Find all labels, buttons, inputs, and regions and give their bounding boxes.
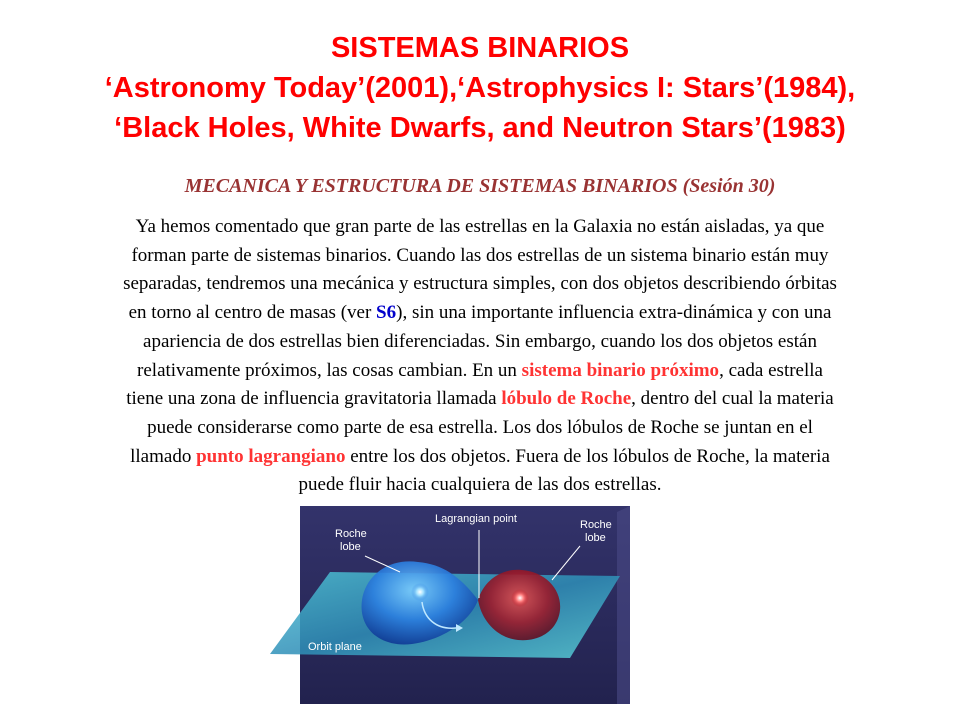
roche-lobe-illustration: [270, 502, 642, 706]
paragraph-line: Ya hemos comentado que gran parte de las estrellas en la Galaxia no están aisladas, ya que: [135, 216, 825, 237]
blue-star: [411, 583, 429, 601]
label-roche-lobe-left-1: Roche: [335, 528, 367, 540]
title-block: [0, 28, 960, 148]
text-segment: entre los dos objetos. Fuera de los lóbulos de Roche, la materia: [345, 445, 830, 467]
figure-panel-edge: [617, 506, 630, 704]
page-title: SISTEMAS BINARIOS: [330, 32, 630, 64]
label-roche-lobe-right-2: lobe: [585, 532, 606, 544]
term-close-binary: sistema binario próximo: [521, 359, 720, 381]
paragraph-line: [20, 357, 940, 386]
term-lagrangian-point: punto lagrangiano: [196, 445, 346, 467]
text-segment: llamado: [130, 445, 197, 467]
paragraph-line: [20, 443, 940, 472]
text-segment: ), sin una importante influencia extra-dinámica y con una: [396, 302, 832, 324]
s6-link[interactable]: S6: [376, 302, 397, 324]
label-orbit-plane: Orbit plane: [308, 641, 362, 653]
paragraph-line: apariencia de dos estrellas bien diferenciadas. Sin embargo, cuando los dos objetos están: [143, 330, 817, 352]
section-subtitle: MECANICA Y ESTRUCTURA DE SISTEMAS BINARIOS (Sesión 30): [184, 175, 776, 197]
paragraph-line: [20, 299, 940, 328]
references-line-2: ‘Black Holes, White Dwarfs, and Neutron Stars’(1983): [114, 112, 846, 144]
roche-lobe-figure: [270, 502, 642, 706]
text-segment: tiene una zona de influencia gravitatoria llamada: [126, 388, 502, 410]
text-segment: en torno al centro de masas (ver: [128, 302, 377, 324]
text-segment: , dentro del cual la materia: [631, 388, 834, 410]
paragraph-line: forman parte de sistemas binarios. Cuando las dos estrellas de un sistema binario están muy: [131, 244, 829, 266]
paragraph-line: puede considerarse como parte de esa estrella. Los dos lóbulos de Roche se juntan en el: [147, 416, 813, 438]
label-roche-lobe-right-1: Roche: [580, 519, 612, 531]
paragraph-line: separadas, tendremos una mecánica y estructura simples, con dos objetos describiendo órbitas: [123, 273, 837, 295]
label-lagrangian-point: Lagrangian point: [435, 513, 517, 525]
references-line-1: ‘Astronomy Today’(2001),‘Astrophysics I: Stars’(1984),: [104, 72, 856, 104]
paragraph-line: puede fluir hacia cualquiera de las dos estrellas.: [298, 474, 662, 496]
term-roche-lobe: lóbulo de Roche: [501, 388, 632, 410]
text-segment: , cada estrella: [719, 359, 823, 381]
paragraph-line: [20, 385, 940, 414]
body-paragraph: [20, 213, 940, 500]
text-segment: relativamente próximos, las cosas cambian. En un: [137, 359, 522, 381]
label-roche-lobe-left-2: lobe: [340, 541, 361, 553]
red-star: [511, 589, 529, 607]
